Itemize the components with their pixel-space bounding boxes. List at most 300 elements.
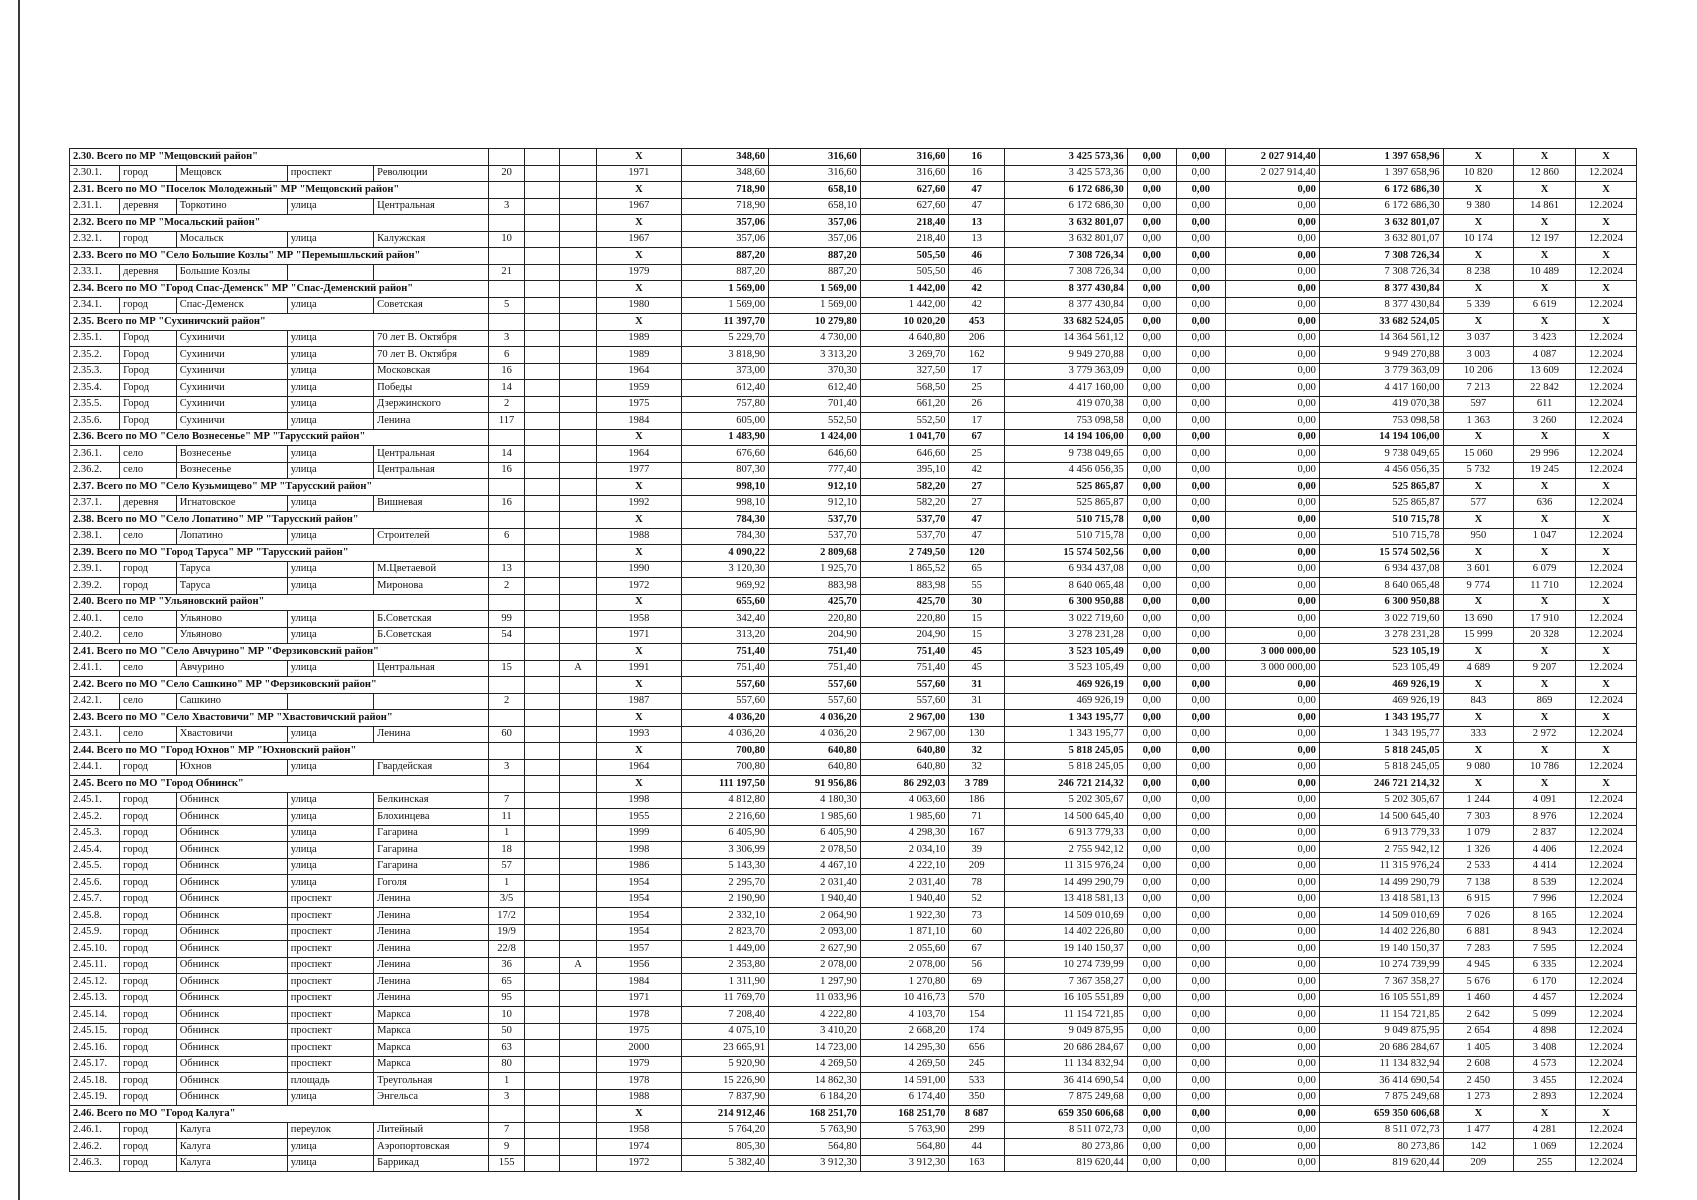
table-cell: 65 — [949, 561, 1005, 578]
table-cell: 1978 — [597, 1007, 681, 1024]
table-cell: X — [597, 182, 681, 199]
table-cell: 1 — [489, 825, 524, 842]
table-cell: 1 326 — [1443, 842, 1513, 859]
table-cell: X — [597, 743, 681, 760]
table-cell: 1 047 — [1514, 528, 1576, 545]
table-cell: 753 098,58 — [1004, 413, 1127, 430]
table-cell: улица — [287, 627, 373, 644]
table-cell: 5 — [489, 297, 524, 314]
table-cell: 7 308 726,34 — [1004, 248, 1127, 265]
table-cell: 0,00 — [1176, 561, 1225, 578]
table-cell: 0,00 — [1127, 776, 1176, 793]
table-cell — [559, 990, 596, 1007]
table-cell: город — [120, 792, 177, 809]
table-cell — [559, 776, 596, 793]
table-cell: 3 632 801,07 — [1319, 215, 1443, 232]
table-cell — [524, 842, 559, 859]
table-cell: X — [1443, 215, 1513, 232]
table-cell: 1957 — [597, 941, 681, 958]
table-cell: 1967 — [597, 231, 681, 248]
table-cell: 3 912,30 — [769, 1155, 861, 1172]
table-cell: X — [1514, 677, 1576, 694]
table-cell — [524, 858, 559, 875]
table-cell: Победы — [374, 380, 489, 397]
table-cell: 0,00 — [1127, 1056, 1176, 1073]
table-cell: Город — [120, 330, 177, 347]
table-cell: 0,00 — [1176, 776, 1225, 793]
table-cell: Обнинск — [176, 957, 287, 974]
table-cell: 1 922,30 — [860, 908, 949, 925]
table-cell: X — [597, 314, 681, 331]
table-cell: Игнатовское — [176, 495, 287, 512]
table-cell: 0,00 — [1127, 561, 1176, 578]
table-cell: 9 949 270,88 — [1004, 347, 1127, 364]
table-row-total — [70, 545, 1637, 562]
table-cell: 0,00 — [1176, 281, 1225, 298]
table-cell: проспект — [287, 941, 373, 958]
table-cell: Б.Советская — [374, 627, 489, 644]
table-cell: 12.2024 — [1575, 1089, 1636, 1106]
table-cell — [524, 710, 559, 727]
table-cell: 357,06 — [681, 215, 769, 232]
table-cell: проспект — [287, 908, 373, 925]
table-cell: 65 — [489, 974, 524, 991]
table-cell — [524, 809, 559, 826]
table-cell: 10 — [489, 231, 524, 248]
table-cell — [559, 363, 596, 380]
table-cell: 2.36.2. — [70, 462, 120, 479]
table-cell: 3/5 — [489, 891, 524, 908]
table-cell: проспект — [287, 924, 373, 941]
table-cell: 4 087 — [1514, 347, 1576, 364]
table-cell: проспект — [287, 974, 373, 991]
table-cell: 12.2024 — [1575, 660, 1636, 677]
table-cell: 0,00 — [1127, 891, 1176, 908]
table-cell: 0,00 — [1225, 380, 1319, 397]
table-cell: 0,00 — [1225, 1056, 1319, 1073]
table-cell: 505,50 — [860, 248, 949, 265]
table-cell: 0,00 — [1176, 495, 1225, 512]
table-cell: 1991 — [597, 660, 681, 677]
table-cell: 1 343 195,77 — [1319, 710, 1443, 727]
table-cell: Обнинск — [176, 974, 287, 991]
table-cell: 2.31.1. — [70, 198, 120, 215]
table-cell: 15 999 — [1443, 627, 1513, 644]
table-cell: 0,00 — [1127, 908, 1176, 925]
table-cell: 2 093,00 — [769, 924, 861, 941]
table-cell: 7 875 249,68 — [1004, 1089, 1127, 1106]
table-cell: 1 041,70 — [860, 429, 949, 446]
table-cell: 12.2024 — [1575, 446, 1636, 463]
table-cell: Обнинск — [176, 990, 287, 1007]
table-cell: 0,00 — [1176, 1139, 1225, 1156]
table-cell: Сашкино — [176, 693, 287, 710]
table-cell: 246 721 214,32 — [1004, 776, 1127, 793]
left-margin-rule — [18, 0, 20, 1200]
table-cell: 12.2024 — [1575, 1007, 1636, 1024]
table-cell: 0,00 — [1176, 479, 1225, 496]
table-cell: 0,00 — [1225, 363, 1319, 380]
table-row — [70, 1007, 1637, 1024]
table-cell: 2 967,00 — [860, 726, 949, 743]
table-row — [70, 1040, 1637, 1057]
table-cell: 1971 — [597, 627, 681, 644]
table-cell: 16 105 551,89 — [1004, 990, 1127, 1007]
table-cell: 0,00 — [1176, 413, 1225, 430]
table-cell: 327,50 — [860, 363, 949, 380]
table-cell: 11 134 832,94 — [1004, 1056, 1127, 1073]
table-cell: 1 — [489, 1073, 524, 1090]
table-cell: 1 871,10 — [860, 924, 949, 941]
table-cell: 45 — [949, 660, 1005, 677]
table-cell — [559, 330, 596, 347]
table-row — [70, 380, 1637, 397]
table-row-total — [70, 644, 1637, 661]
table-row-total — [70, 215, 1637, 232]
table-cell: Энгельса — [374, 1089, 489, 1106]
table-cell: город — [120, 231, 177, 248]
table-cell: 36 414 690,54 — [1004, 1073, 1127, 1090]
table-cell: 2000 — [597, 1040, 681, 1057]
table-cell: 0,00 — [1225, 1089, 1319, 1106]
table-cell: 3 — [489, 330, 524, 347]
table-cell — [524, 578, 559, 595]
table-cell — [559, 1040, 596, 1057]
table-cell: 0,00 — [1127, 429, 1176, 446]
table-cell: 2.44.1. — [70, 759, 120, 776]
table-cell — [524, 627, 559, 644]
table-cell: 13 — [949, 231, 1005, 248]
table-cell — [559, 875, 596, 892]
table-cell: 0,00 — [1176, 578, 1225, 595]
table-cell: Торкотино — [176, 198, 287, 215]
table-cell: Аэропортовская — [374, 1139, 489, 1156]
table-cell: 0,00 — [1127, 1139, 1176, 1156]
table-cell: 883,98 — [860, 578, 949, 595]
table-cell: Гагарина — [374, 858, 489, 875]
table-cell — [524, 693, 559, 710]
table-cell: проспект — [287, 165, 373, 182]
table-cell: 0,00 — [1176, 149, 1225, 166]
table-cell: 4 063,60 — [860, 792, 949, 809]
table-row — [70, 231, 1637, 248]
table-cell: X — [597, 215, 681, 232]
table-cell: 333 — [1443, 726, 1513, 743]
table-cell: 0,00 — [1127, 578, 1176, 595]
table-cell: улица — [287, 396, 373, 413]
table-cell: 6 — [489, 528, 524, 545]
table-cell: 204,90 — [860, 627, 949, 644]
table-cell: улица — [287, 495, 373, 512]
table-cell: 0,00 — [1127, 858, 1176, 875]
table-cell — [559, 594, 596, 611]
table-cell: 2.45.16. — [70, 1040, 120, 1057]
total-row-title: 2.46. Всего по МО "Город Калуга" — [70, 1106, 489, 1123]
table-cell: 3 — [489, 198, 524, 215]
table-cell: X — [597, 479, 681, 496]
table-row — [70, 660, 1637, 677]
table-cell: 2.40.1. — [70, 611, 120, 628]
table-cell — [524, 990, 559, 1007]
table-cell: X — [1575, 215, 1636, 232]
table-cell: 3 037 — [1443, 330, 1513, 347]
table-cell — [524, 759, 559, 776]
table-cell: 23 665,91 — [681, 1040, 769, 1057]
table-cell: улица — [287, 413, 373, 430]
table-cell: 20 686 284,67 — [1004, 1040, 1127, 1057]
table-cell: улица — [287, 380, 373, 397]
table-cell: Обнинск — [176, 941, 287, 958]
table-cell — [559, 792, 596, 809]
table-cell: 2 078,00 — [860, 957, 949, 974]
table-cell: 7 595 — [1514, 941, 1576, 958]
table-cell: 4 298,30 — [860, 825, 949, 842]
table-cell: город — [120, 165, 177, 182]
table-cell: 20 — [489, 165, 524, 182]
table-cell: город — [120, 908, 177, 925]
table-cell: улица — [287, 578, 373, 595]
table-cell — [489, 182, 524, 199]
table-cell: 12.2024 — [1575, 1073, 1636, 1090]
table-cell: 8 377 430,84 — [1319, 281, 1443, 298]
table-cell: 0,00 — [1176, 842, 1225, 859]
table-cell: 2 031,40 — [769, 875, 861, 892]
table-cell: деревня — [120, 264, 177, 281]
table-cell: Революции — [374, 165, 489, 182]
table-cell: 2 031,40 — [860, 875, 949, 892]
table-cell: 912,10 — [769, 495, 861, 512]
table-cell: 1955 — [597, 809, 681, 826]
table-cell — [524, 413, 559, 430]
table-cell — [524, 528, 559, 545]
table-cell: Сухиничи — [176, 396, 287, 413]
table-cell: улица — [287, 809, 373, 826]
table-cell: город — [120, 842, 177, 859]
total-row-title: 2.37. Всего по МО "Село Кузьмищево" МР "Тарусский район" — [70, 479, 489, 496]
table-cell: 12 860 — [1514, 165, 1576, 182]
table-cell: X — [597, 512, 681, 529]
table-cell — [559, 677, 596, 694]
table-cell: 2.42.1. — [70, 693, 120, 710]
table-cell: 1 442,00 — [860, 281, 949, 298]
table-cell: 1 449,00 — [681, 941, 769, 958]
table-cell: 6 881 — [1443, 924, 1513, 941]
table-row — [70, 363, 1637, 380]
table-cell: проспект — [287, 891, 373, 908]
table-cell: 6 170 — [1514, 974, 1576, 991]
table-cell: X — [1575, 314, 1636, 331]
table-cell: 0,00 — [1127, 627, 1176, 644]
table-cell: X — [1443, 594, 1513, 611]
table-cell: 14 402 226,80 — [1319, 924, 1443, 941]
table-row-total — [70, 479, 1637, 496]
table-cell: 1 569,00 — [681, 281, 769, 298]
table-cell — [524, 149, 559, 166]
table-cell: 31 — [949, 677, 1005, 694]
table-cell: 1954 — [597, 908, 681, 925]
table-cell — [559, 1056, 596, 1073]
table-cell: 12.2024 — [1575, 1040, 1636, 1057]
table-cell: Ленина — [374, 974, 489, 991]
table-cell: 2.33.1. — [70, 264, 120, 281]
table-cell: 0,00 — [1225, 182, 1319, 199]
table-cell: 15 574 502,56 — [1319, 545, 1443, 562]
table-cell: 220,80 — [769, 611, 861, 628]
table-cell: Таруса — [176, 578, 287, 595]
table-cell: 640,80 — [769, 759, 861, 776]
table-cell: 1979 — [597, 264, 681, 281]
table-cell — [524, 644, 559, 661]
table-cell — [559, 941, 596, 958]
table-cell: 4 036,20 — [681, 726, 769, 743]
table-cell: 12.2024 — [1575, 528, 1636, 545]
table-cell — [524, 1106, 559, 1123]
table-cell — [559, 248, 596, 265]
table-cell: улица — [287, 660, 373, 677]
table-cell — [524, 1089, 559, 1106]
table-cell: 4 281 — [1514, 1122, 1576, 1139]
table-cell: 425,70 — [769, 594, 861, 611]
table-cell: 605,00 — [681, 413, 769, 430]
table-cell: 350 — [949, 1089, 1005, 1106]
registry-table — [69, 148, 1637, 1172]
table-cell: 8 377 430,84 — [1319, 297, 1443, 314]
table-cell: 130 — [949, 710, 1005, 727]
table-cell: 2 893 — [1514, 1089, 1576, 1106]
table-cell: 0,00 — [1225, 281, 1319, 298]
table-cell — [559, 743, 596, 760]
table-cell: 46 — [949, 248, 1005, 265]
table-cell: 299 — [949, 1122, 1005, 1139]
table-cell: 20 328 — [1514, 627, 1576, 644]
table-cell: 0,00 — [1225, 776, 1319, 793]
table-cell: Обнинск — [176, 891, 287, 908]
table-cell: 4 573 — [1514, 1056, 1576, 1073]
table-cell: 4 269,50 — [769, 1056, 861, 1073]
table-cell: Советская — [374, 297, 489, 314]
table-cell: 6 184,20 — [769, 1089, 861, 1106]
table-cell: 0,00 — [1176, 198, 1225, 215]
table-cell: 627,60 — [860, 198, 949, 215]
table-cell — [524, 875, 559, 892]
table-cell: улица — [287, 462, 373, 479]
table-row — [70, 825, 1637, 842]
table-cell: 12.2024 — [1575, 1056, 1636, 1073]
table-cell: 1989 — [597, 347, 681, 364]
table-cell: X — [1575, 594, 1636, 611]
table-cell: 570 — [949, 990, 1005, 1007]
table-cell: 0,00 — [1225, 759, 1319, 776]
table-cell: 2.43.1. — [70, 726, 120, 743]
table-cell: 656 — [949, 1040, 1005, 1057]
table-cell: 557,60 — [769, 693, 861, 710]
table-cell: 1 343 195,77 — [1004, 710, 1127, 727]
table-cell: 11 315 976,24 — [1004, 858, 1127, 875]
total-row-title: 2.38. Всего по МО "Село Лопатино" МР "Тарусский район" — [70, 512, 489, 529]
table-cell: 646,60 — [769, 446, 861, 463]
table-cell: 0,00 — [1225, 528, 1319, 545]
table-cell: 12.2024 — [1575, 495, 1636, 512]
table-cell: улица — [287, 231, 373, 248]
table-cell: 27 — [949, 479, 1005, 496]
table-cell: 2 450 — [1443, 1073, 1513, 1090]
table-cell: 0,00 — [1127, 1106, 1176, 1123]
table-cell: 1 477 — [1443, 1122, 1513, 1139]
table-cell: 186 — [949, 792, 1005, 809]
table-cell: 3 — [489, 1089, 524, 1106]
table-body — [70, 149, 1637, 1172]
total-row-title: 2.31. Всего по МО "Поселок Молодежный" МР "Мещовский район" — [70, 182, 489, 199]
table-cell: улица — [287, 792, 373, 809]
table-cell: 80 273,86 — [1319, 1139, 1443, 1156]
table-cell: Ленина — [374, 924, 489, 941]
table-cell: 4 456 056,35 — [1319, 462, 1443, 479]
table-cell: 52 — [949, 891, 1005, 908]
table-cell: 640,80 — [860, 743, 949, 760]
table-cell: 357,06 — [681, 231, 769, 248]
table-cell: проспект — [287, 1056, 373, 1073]
table-cell — [524, 908, 559, 925]
table-cell — [524, 1073, 559, 1090]
table-cell: 245 — [949, 1056, 1005, 1073]
table-cell: 1986 — [597, 858, 681, 875]
table-cell: X — [1514, 710, 1576, 727]
table-cell: А — [559, 957, 596, 974]
table-cell: 9 774 — [1443, 578, 1513, 595]
table-cell: Треугольная — [374, 1073, 489, 1090]
total-row-title: 2.39. Всего по МО "Город Таруса" МР "Тарусский район" — [70, 545, 489, 562]
table-cell: улица — [287, 446, 373, 463]
table-cell: X — [597, 429, 681, 446]
table-cell: 2.45.8. — [70, 908, 120, 925]
table-cell: 10 786 — [1514, 759, 1576, 776]
table-cell: 1 343 195,77 — [1319, 726, 1443, 743]
table-cell: 168 251,70 — [860, 1106, 949, 1123]
table-cell: 1971 — [597, 990, 681, 1007]
table-cell: 0,00 — [1127, 413, 1176, 430]
table-row — [70, 1056, 1637, 1073]
table-cell: 9 049 875,95 — [1319, 1023, 1443, 1040]
table-cell: 316,60 — [769, 149, 861, 166]
table-cell: 523 105,19 — [1319, 644, 1443, 661]
table-cell: 154 — [949, 1007, 1005, 1024]
table-cell: 15 226,90 — [681, 1073, 769, 1090]
table-cell — [559, 842, 596, 859]
table-row — [70, 297, 1637, 314]
table-cell: 12.2024 — [1575, 347, 1636, 364]
table-cell: 6 172 686,30 — [1319, 182, 1443, 199]
table-cell: 537,70 — [860, 512, 949, 529]
table-cell: 7 — [489, 792, 524, 809]
table-cell — [489, 1106, 524, 1123]
table-row-total — [70, 594, 1637, 611]
table-cell: улица — [287, 561, 373, 578]
table-cell: 0,00 — [1225, 1139, 1319, 1156]
table-cell: Обнинск — [176, 924, 287, 941]
table-cell: X — [1575, 644, 1636, 661]
table-cell: 0,00 — [1225, 1040, 1319, 1057]
table-cell: 7 308 726,34 — [1004, 264, 1127, 281]
table-row — [70, 759, 1637, 776]
table-cell: 163 — [949, 1155, 1005, 1172]
table-cell: 807,30 — [681, 462, 769, 479]
table-cell — [559, 710, 596, 727]
table-cell: X — [1575, 512, 1636, 529]
table-cell: 6 934 437,08 — [1319, 561, 1443, 578]
table-cell: Сухиничи — [176, 330, 287, 347]
table-cell — [524, 1040, 559, 1057]
table-cell: 7 875 249,68 — [1319, 1089, 1443, 1106]
